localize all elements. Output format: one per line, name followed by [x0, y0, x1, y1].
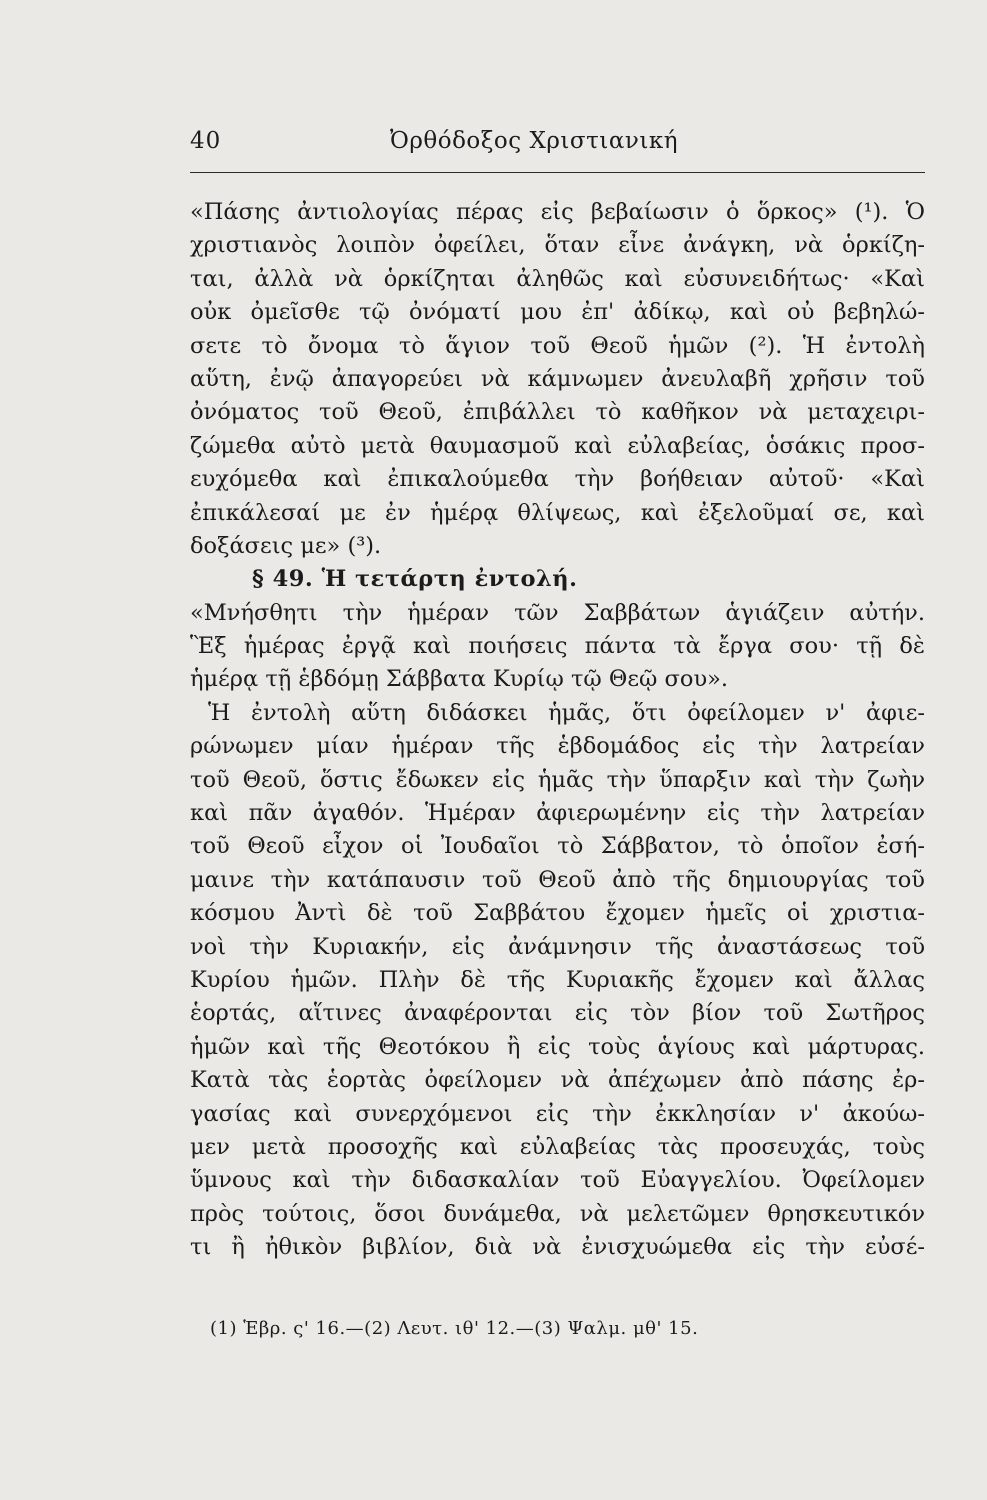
text-line: νοὶ τὴν Κυριακήν, εἰς ἀνάμνησιν τῆς ἀναστάσεως τοῦ [190, 933, 925, 960]
text-line: αὕτη, ἐνῷ ἀπαγορεύει νὰ κάμνωμεν ἀνευλαβῆ χρῆσιν τοῦ [190, 365, 925, 392]
text-line: κόσμου Ἀντὶ δὲ τοῦ Σαββάτου ἔχομεν ἡμεῖς οἱ χριστια- [190, 900, 925, 927]
text-line: ἡμῶν καὶ τῆς Θεοτόκου ἢ εἰς τοὺς ἁγίους καὶ μάρτυρας. [190, 1033, 925, 1060]
footnotes: (1) Ἑβρ. ς' 16.—(2) Λευτ. ιθ' 12.—(3) Ψαλμ. μθ' 15. [210, 1318, 699, 1339]
body-text [190, 196, 925, 1265]
page-number: 40 [190, 128, 222, 154]
text-line: ὕμνους καὶ τὴν διδασκαλίαν τοῦ Εὐαγγελίου. Ὀφείλομεν [190, 1167, 925, 1194]
header-rule [190, 172, 925, 173]
text-line: τοῦ Θεοῦ εἶχον οἱ Ἰουδαῖοι τὸ Σάββατον, τὸ ὁποῖον ἐσή- [190, 833, 925, 860]
text-line: τοῦ Θεοῦ, ὅστις ἔδωκεν εἰς ἡμᾶς τὴν ὕπαρξιν καὶ τὴν ζωὴν [190, 766, 925, 793]
text-line: ἐπικάλεσαί με ἐν ἡμέρᾳ θλίψεως, καὶ ἐξελοῦμαί σε, καὶ [190, 499, 925, 526]
text-line: ται, ἀλλὰ νὰ ὁρκίζηται ἀληθῶς καὶ εὐσυνειδήτως· «Καὶ [190, 265, 925, 292]
text-line: ευχόμεθα καὶ ἐπικαλούμεθα τὴν βοήθειαν αὐτοῦ· «Καὶ [190, 466, 925, 493]
running-title: Ὀρθόδοξος Χριστιανική [390, 128, 679, 154]
text-line: μεν μετὰ προσοχῆς καὶ εὐλαβείας τὰς προσευχάς, τοὺς [190, 1133, 925, 1160]
text-line: Κατὰ τὰς ἑορτὰς ὀφείλομεν νὰ ἀπέχωμεν ἀπὸ πάσης ἐρ- [190, 1067, 925, 1094]
section-heading: § 49. Ἡ τετάρτη ἐντολή. [252, 566, 578, 593]
text-line: ἡμέρᾳ τῇ ἑβδόμῃ Σάββατα Κυρίῳ τῷ Θεῷ σου». [190, 666, 729, 693]
text-line: ζώμεθα αὐτὸ μετὰ θαυμασμοῦ καὶ εὐλαβείας, ὁσάκις προσ- [190, 432, 925, 459]
text-line: γασίας καὶ συνερχόμενοι εἰς τὴν ἐκκλησίαν ν' ἀκούω- [190, 1100, 925, 1127]
page-header [190, 128, 925, 168]
text-line: «Πάσης ἀντιολογίας πέρας εἰς βεβαίωσιν ὁ ὅρκος» (¹). Ὁ [190, 199, 925, 225]
text-line: καὶ πᾶν ἀγαθόν. Ἡμέραν ἀφιερωμένην εἰς τὴν λατρείαν [190, 800, 925, 827]
text-line: ρώνωμεν μίαν ἡμέραν τῆς ἑβδομάδος εἰς τὴν λατρείαν [190, 733, 925, 760]
text-line: Κυρίου ἡμῶν. Πλὴν δὲ τῆς Κυριακῆς ἔχομεν καὶ ἄλλας [190, 966, 925, 993]
text-line: μαινε τὴν κατάπαυσιν τοῦ Θεοῦ ἀπὸ τῆς δημιουργίας τοῦ [190, 866, 925, 893]
text-line: οὐκ ὀμεῖσθε τῷ ὀνόματί μου ἐπ' ἀδίκῳ, καὶ οὐ βεβηλώ- [190, 299, 925, 326]
text-line: ἑορτάς, αἵτινες ἀναφέρονται εἰς τὸν βίον τοῦ Σωτῆρος [190, 1000, 925, 1027]
text-line: σετε τὸ ὄνομα τὸ ἅγιον τοῦ Θεοῦ ἡμῶν (²). Ἡ ἐντολὴ [190, 332, 925, 359]
text-line: δοξάσεις με» (³). [190, 532, 382, 559]
text-line: Ἓξ ἡμέρας ἐργᾷ καὶ ποιήσεις πάντα τὰ ἔργα σου· τῇ δὲ [190, 633, 925, 660]
text-line: ὀνόματος τοῦ Θεοῦ, ἐπιβάλλει τὸ καθῆκον νὰ μεταχειρι- [190, 399, 925, 426]
text-line: Ἡ ἐντολὴ αὕτη διδάσκει ἡμᾶς, ὅτι ὀφείλομεν ν' ἀφιε- [208, 699, 925, 726]
text-line: χριστιανὸς λοιπὸν ὀφείλει, ὅταν εἶνε ἀνάγκη, νὰ ὁρκίζη- [190, 232, 925, 259]
text-line: «Μνήσθητι τὴν ἡμέραν τῶν Σαββάτων ἁγιάζειν αὐτήν. [190, 599, 925, 626]
text-line: τι ἢ ἠθικὸν βιβλίον, διὰ νὰ ἐνισχυώμεθα εἰς τὴν εὐσέ- [190, 1234, 925, 1261]
text-line: πρὸς τούτοις, ὅσοι δυνάμεθα, νὰ μελετῶμεν θρησκευτικόν [190, 1200, 925, 1227]
